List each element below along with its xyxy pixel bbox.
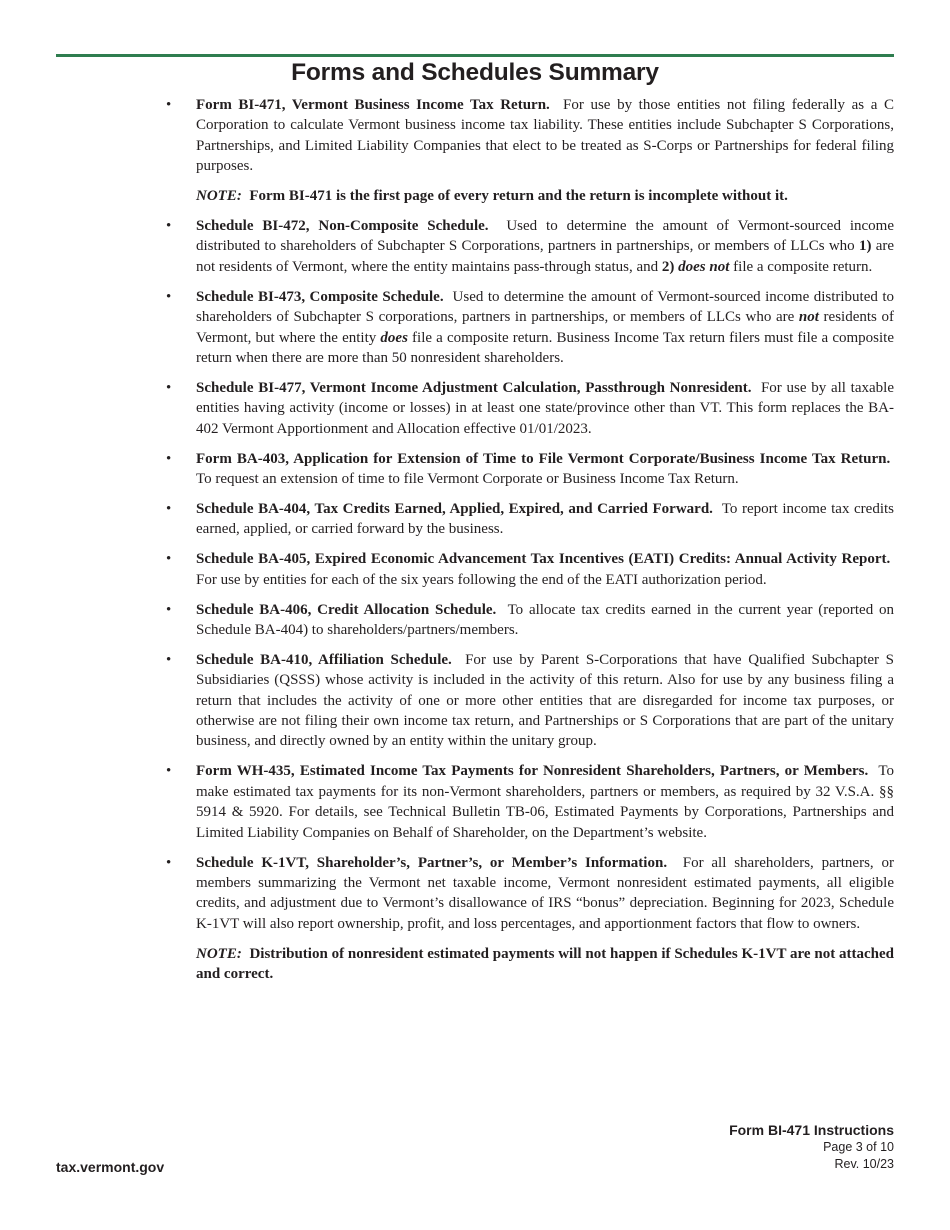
- item-text: are not residents of Vermont, where the entity maintains pass-through status, and: [196, 238, 895, 275]
- item-heading: Schedule BA-405, Expired Economic Advancement Tax Incentives (EATI) Credits: Annual Activity Report.: [196, 551, 891, 568]
- bullet-icon: •: [166, 854, 172, 871]
- note-k1vt: [196, 944, 894, 985]
- item-heading: Schedule BA-406, Credit Allocation Schedule.: [196, 601, 497, 618]
- list-item-ba410: [166, 650, 894, 752]
- footer-page-number: Page 3 of 10: [823, 1140, 894, 1154]
- item-heading: Schedule BI-473, Composite Schedule.: [196, 288, 444, 305]
- note-label: NOTE:: [196, 188, 242, 205]
- bullet-icon: •: [166, 763, 172, 780]
- bullet-icon: •: [166, 218, 172, 235]
- list-item-wh435: [166, 761, 894, 843]
- item-heading: Schedule BA-410, Affiliation Schedule.: [196, 651, 452, 668]
- item-heading: Schedule K-1VT, Shareholder’s, Partner’s, or Member’s Information.: [196, 854, 668, 871]
- item-text: file a composite return. Business Income Tax return filers must file a composite return when there are more than 50 nonresident shareholders.: [196, 329, 894, 366]
- bullet-icon: •: [166, 97, 172, 113]
- item-text: For use by entities for each of the six years following the end of the EATI authorization period.: [196, 571, 767, 588]
- item-heading: Schedule BA-404, Tax Credits Earned, Applied, Expired, and Carried Forward.: [196, 500, 713, 517]
- bullet-icon: •: [166, 651, 172, 668]
- list-item-ba405: [166, 549, 894, 590]
- item-text: For use by those entities not filing federally as a C Corporation to calculate Vermont business income tax liability. These entities include Subchapter S Corporations, Partnerships, and Limited Liability Companies that elect to be treated as S-Corps or Partnerships for federal filing purposes.: [196, 97, 895, 175]
- note-bi471: [196, 186, 894, 206]
- bullet-icon: •: [166, 288, 172, 305]
- item-text: To make estimated tax payments for its non-Vermont shareholders, partners or members, as required by 32 V.S.A. §§ 5914 & 5920. For details, see Technical Bulletin TB-06, Estimated Payments by Corporations, Partnerships and Limited Liability Companies on Behalf of Shareholder, on the Department’s website.: [196, 763, 894, 841]
- item-text: residents of Vermont, but where the entity: [196, 309, 894, 346]
- list-item-k1vt: [166, 853, 894, 935]
- item-text: Used to determine the amount of Vermont-sourced income distributed to shareholders of Subchapter S Corporations, partners in partnerships, or members of LLCs who: [196, 218, 894, 255]
- bullet-icon: •: [166, 500, 172, 517]
- item-heading: Form BA-403, Application for Extension of Time to File Vermont Corporate/Business Income Tax Return.: [196, 450, 891, 467]
- item-heading: Schedule BI-477, Vermont Income Adjustment Calculation, Passthrough Nonresident.: [196, 379, 752, 396]
- list-item-ba403: [166, 449, 894, 490]
- item-heading: Form BI-471, Vermont Business Income Tax Return.: [196, 97, 550, 113]
- item-text: To request an extension of time to file Vermont Corporate or Business Income Tax Return.: [196, 471, 739, 487]
- list-item-ba406: [166, 600, 894, 641]
- bullet-icon: •: [166, 379, 172, 396]
- item-marker: 1): [858, 238, 872, 255]
- item-text: file a composite return.: [733, 258, 873, 275]
- page-title: Forms and Schedules Summary: [291, 59, 659, 86]
- item-marker: 2): [661, 258, 675, 275]
- footer-form-title: Form BI-471 Instructions: [729, 1122, 894, 1138]
- item-heading: Form WH-435, Estimated Income Tax Payments for Nonresident Shareholders, Partners, or Members.: [196, 763, 869, 780]
- item-text: For use by all taxable entities having activity (income or losses) in at least one state/province other than VT. This form replaces the BA-402 Vermont Apportionment and Allocation effective 01/01/2023.: [196, 379, 894, 437]
- bullet-icon: •: [166, 601, 172, 618]
- bullet-icon: •: [166, 551, 172, 568]
- list-item-bi473: [166, 287, 895, 369]
- list-item-bi477: [166, 378, 894, 439]
- note-label: NOTE:: [196, 945, 242, 962]
- note-text: Distribution of nonresident estimated payments will not happen if Schedules K-1VT are not attached and correct.: [196, 945, 895, 983]
- bullet-icon: •: [166, 450, 172, 467]
- item-text: For use by Parent S-Corporations that have Qualified Subchapter S Subsidiaries (QSSS) whose activity is included in the activity of this return. Also for use by any business filing a return that includes the activity of one or more other entities that are disregarded for income tax purposes, or otherwise are not filing their own income tax return, and Partnerships or S Corporations that are part of the unitary business, and directly owned by an entity within the unitary group.: [196, 651, 894, 750]
- item-text: Used to determine the amount of Vermont-sourced income distributed to shareholders of Subchapter S corporations, partners in partnerships, or members of LLCs who are: [196, 288, 895, 326]
- item-emphasis: not: [798, 309, 819, 326]
- item-emphasis: does not: [678, 258, 730, 275]
- list-item-bi472: [166, 216, 895, 277]
- footer-revision: Rev. 10/23: [834, 1157, 894, 1171]
- item-text: To report income tax credits earned, applied, or carried forward by the business.: [196, 500, 894, 538]
- summary-list: [166, 95, 895, 994]
- list-item-ba404: [166, 499, 894, 540]
- footer-form-info: [729, 1122, 894, 1173]
- item-emphasis: does: [380, 329, 408, 346]
- list-item-bi471: [166, 95, 895, 177]
- header-rule: [56, 54, 894, 57]
- note-text: Form BI-471 is the first page of every return and the return is incomplete without it.: [249, 188, 788, 205]
- footer-website: tax.vermont.gov: [56, 1159, 165, 1175]
- item-heading: Schedule BI-472, Non-Composite Schedule.: [196, 218, 489, 235]
- item-text: For all shareholders, partners, or members summarizing the Vermont net taxable income, Vermont nonresident estimated payments, all eligible credits, and adjustment due to Vermont’s disallowance of IRS “bonus” depreciation. Beginning for 2023, Schedule K-1VT will also report ownership, profit, and loss percentages, and apportionment factors that flow to owners.: [196, 854, 894, 932]
- item-text: To allocate tax credits earned in the current year (reported on Schedule BA-404) to shareholders/partners/members.: [196, 601, 894, 638]
